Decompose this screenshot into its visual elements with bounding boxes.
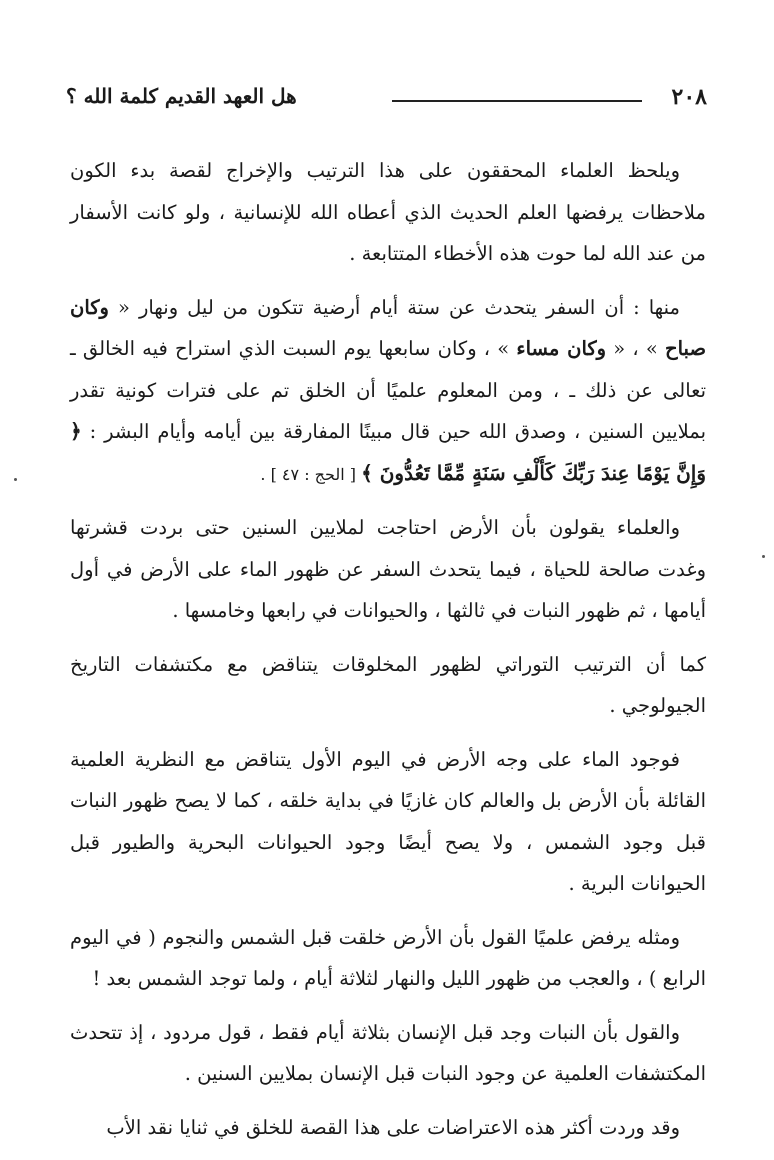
paragraph-2 — [70, 287, 706, 496]
quote-morning: وكان صباح — [70, 295, 707, 360]
page-number: ٢٠٨ — [671, 84, 707, 110]
paragraph-7: والقول بأن النبات وجد قبل الإنسان بثلاثة أيام فقط ، قول مردود ، إذ تتحدث المكتشفات العلمية عن وجود النبات قبل الإنسان بملايين السنين . — [70, 1020, 706, 1085]
paragraph-6: ومثله يرفض علميًا القول بأن الأرض خلقت قبل الشمس والنجوم ( في اليوم الرابع ) ، والعجب من ظهور الليل والنهار لثلاثة أيام ، ولما توجد الشمس بعد ! — [70, 925, 706, 990]
paragraph-2-text-a: منها : أن السفر يتحدث عن ستة أيام أرضية تتكون من ليل ونهار « — [108, 295, 680, 319]
margin-speck — [762, 555, 765, 558]
margin-speck — [14, 478, 17, 481]
paragraph-5: فوجود الماء على وجه الأرض في اليوم الأول يتناقض مع النظرية العلمية القائلة بأن الأرض بل والعالم كان غازيًا في بداية خلقه ، كما لا يصح ظهور النبات قبل وجود الشمس ، ولا يصح أيضًا وجود الحيوانات البحرية والطيور قبل الحيوانات البرية . — [70, 747, 706, 895]
paragraph-8: وقد وردت أكثر هذه الاعتراضات على هذا القصة للخلق في ثنايا نقد الأب — [106, 1115, 680, 1139]
running-header — [66, 82, 709, 118]
paragraph-1: ويلحظ العلماء المحققون على هذا الترتيب والإخراج لقصة بدء الكون ملاحظات يرفضها العلم الحديث الذي أعطاه الله للإنسانية ، ولو كانت الأسفار من عند الله لما حوت هذه الأخطاء المتتابعة . — [70, 159, 706, 265]
header-rule-long — [392, 100, 642, 102]
body-text — [70, 150, 706, 1160]
quote-evening: وكان مساء — [516, 337, 607, 360]
paragraph-2-text-c: » ، « — [606, 337, 666, 360]
quran-verse: ﴿ وَإِنَّ يَوْمًا عِندَ رَبِّكَ كَأَلْفِ سَنَةٍ مِّمَّا تَعُدُّونَ ﴾ — [70, 419, 706, 485]
paragraph-3: والعلماء يقولون بأن الأرض احتاجت لملايين السنين حتى بردت قشرتها وغدت صالحة للحياة ، فيما يتحدث السفر عن ظهور الماء على الأرض في أول أيامها ، ثم ظهور النبات في ثالثها ، والحيوانات في رابعها وخامسها . — [70, 516, 706, 622]
paragraph-2-text-e: » ، وكان سابعها يوم السبت الذي استراح فيه الخالق ـ تعالى عن ذلك ـ ، ومن المعلوم علميًا أن الخلق تم على فترات كونية تقدر بملايين السنين ، وصدق الله حين قال مبينًا المفارقة بين أيامه وأيام البشر : — [70, 337, 706, 443]
paragraph-4: كما أن الترتيب التوراتي لظهور المخلوقات يتناقض مع مكتشفات التاريخ الجيولوجي . — [70, 652, 706, 717]
book-title: هل العهد القديم كلمة الله ؟ — [66, 84, 297, 108]
verse-reference: [ الحج : ٤٧ ] . — [260, 464, 362, 484]
